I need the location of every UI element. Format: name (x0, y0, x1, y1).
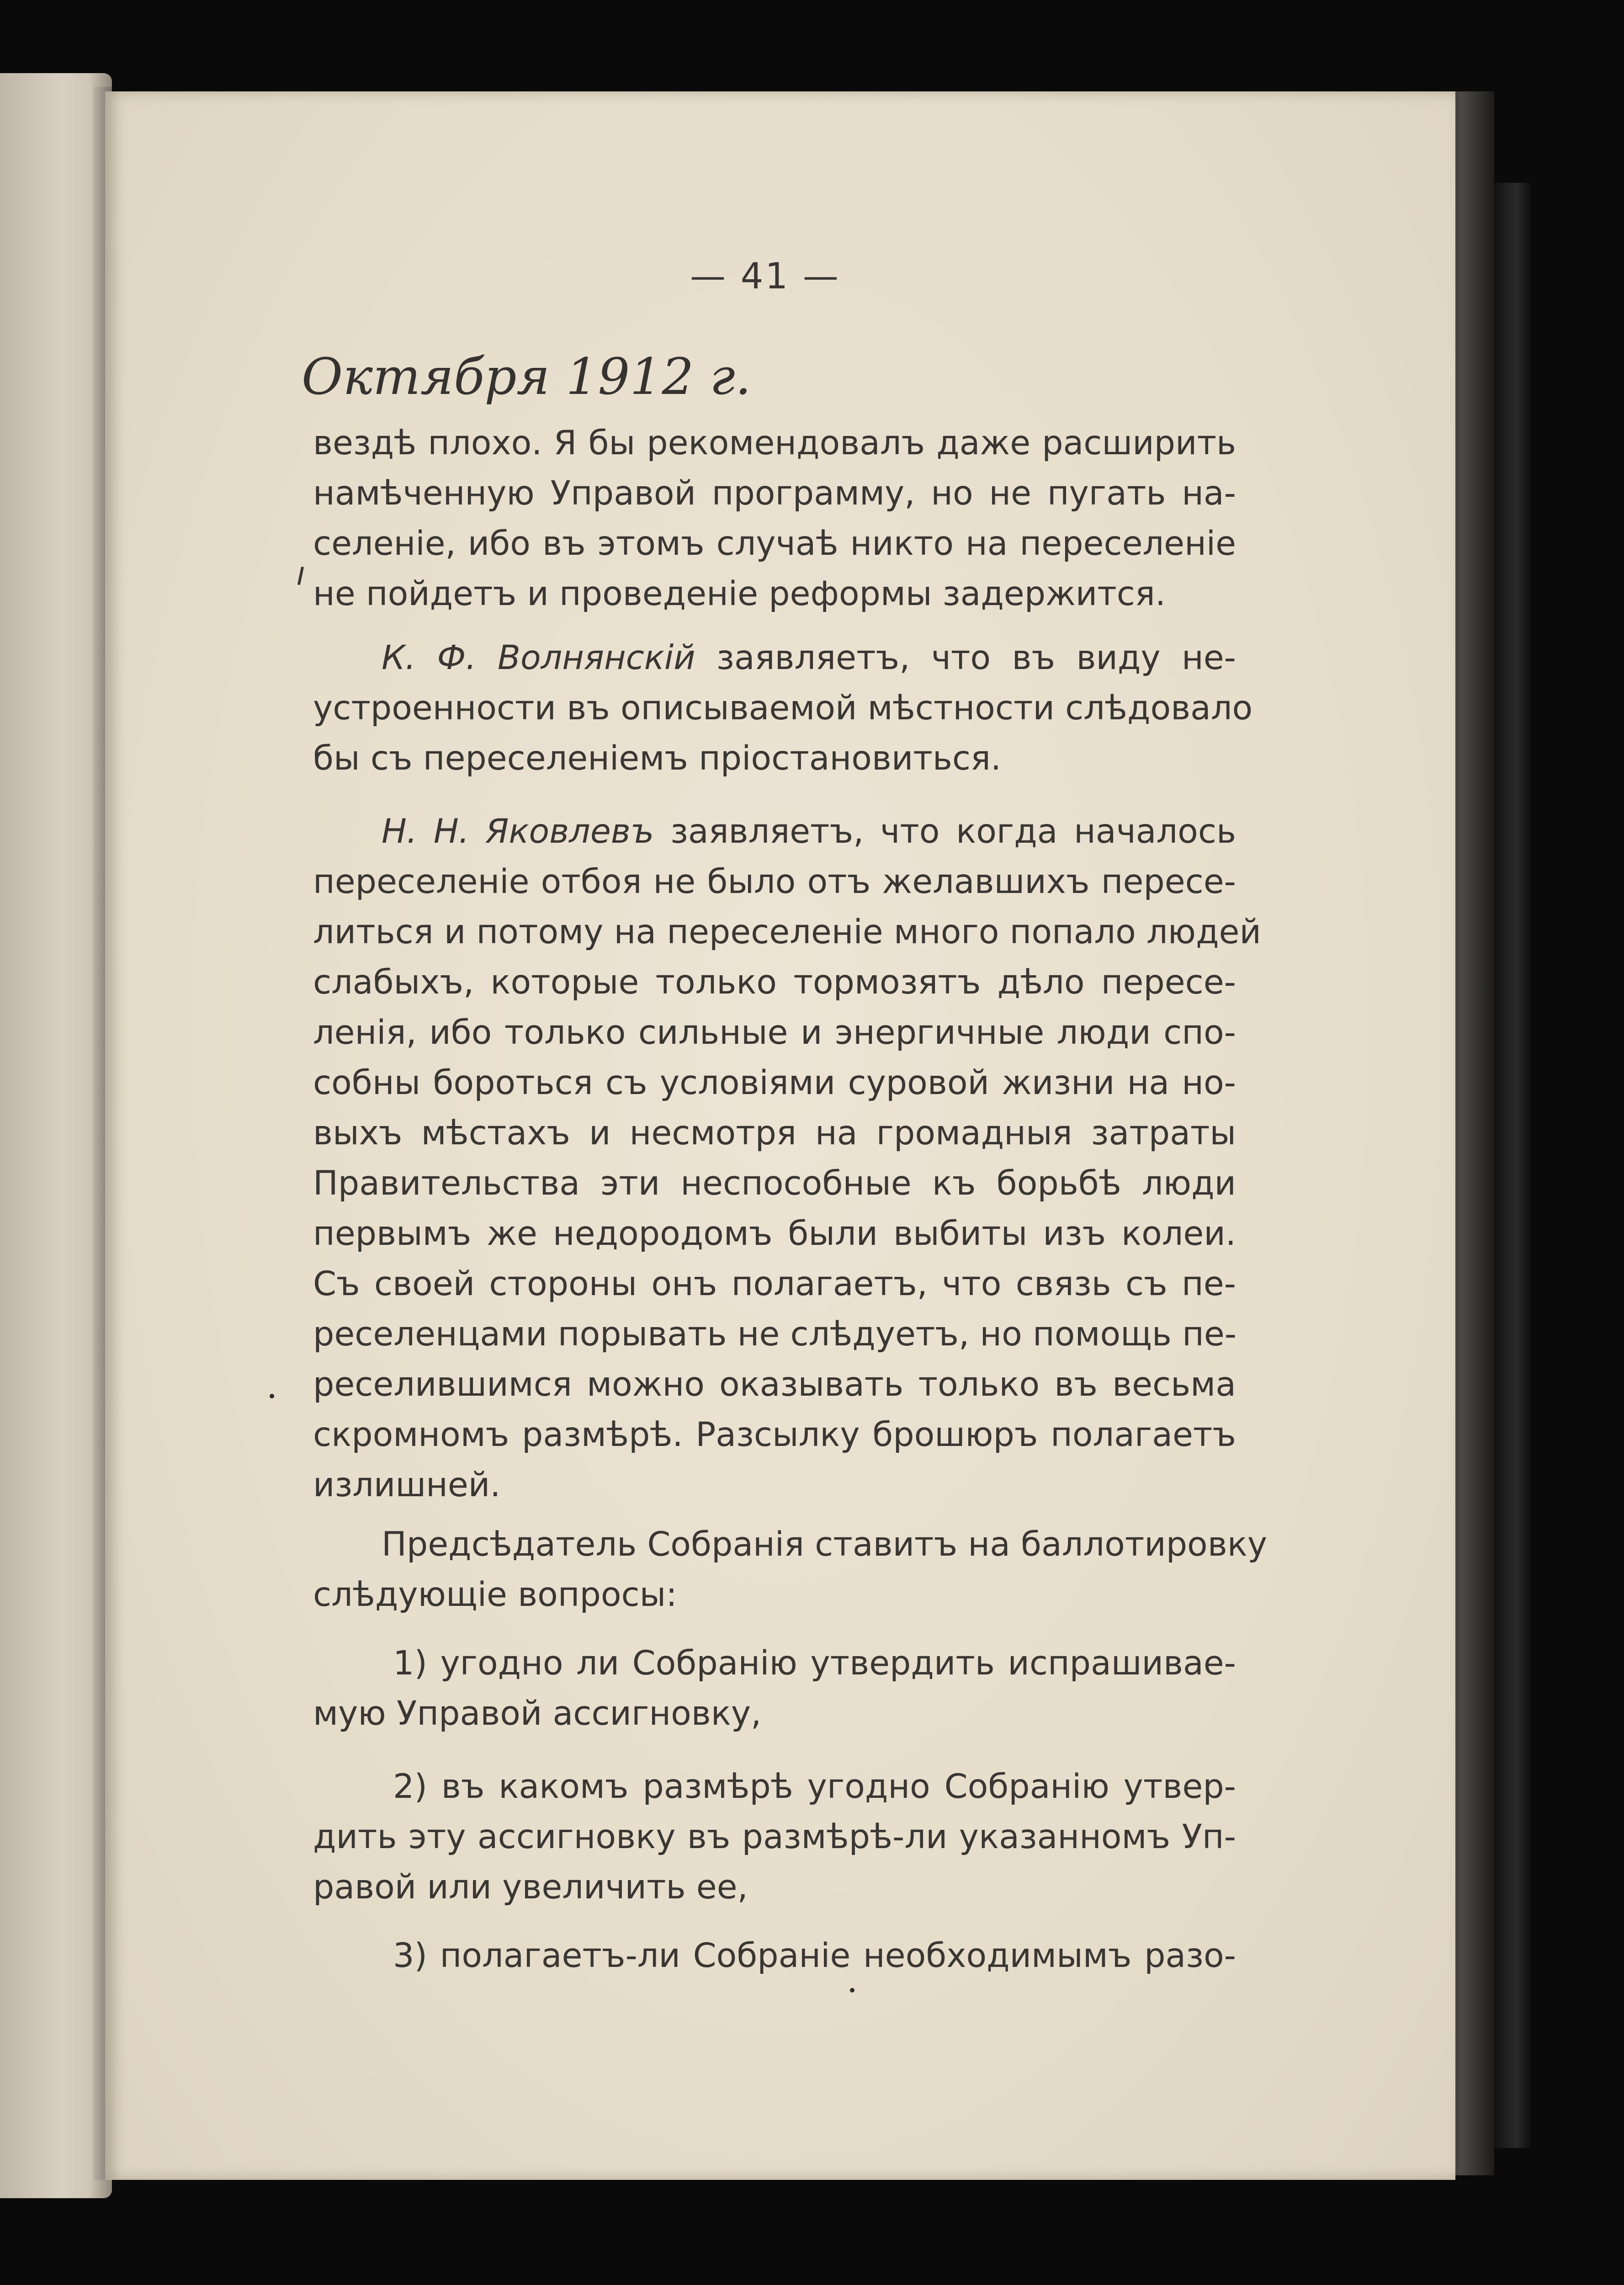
para3-line: реселившимся можно оказывать только въ весьма (313, 1365, 1236, 1404)
para3-line: Правительства эти неспособные къ борьбѣ люди (313, 1164, 1236, 1203)
para3-line: ленія, ибо только сильные и энергичные люди спо- (313, 1013, 1236, 1052)
para3-line: литься и потому на переселеніе много попало людей (313, 913, 1261, 951)
para1-line: селеніе, ибо въ этомъ случаѣ никто на переселеніе (313, 524, 1236, 563)
para3-first-text: заявляетъ, что когда началось (654, 812, 1236, 851)
para2-first-text: заявляетъ, что въ виду не- (695, 638, 1236, 677)
para3-line: первымъ же недородомъ были выбиты изъ колеи. (313, 1214, 1236, 1253)
para3-line: Съ своей стороны онъ полагаетъ, что связь съ пе- (313, 1265, 1236, 1303)
item3-line: 3) полагаетъ-ли Собраніе необходимымъ разо- (393, 1936, 1236, 1975)
page-number: — 41 — (690, 256, 840, 297)
para1-line: вездѣ плохо. Я бы рекомендовалъ даже расширить (313, 424, 1236, 462)
running-head: Октября 1912 г. (302, 347, 751, 406)
para3-line: переселеніе отбоя не было отъ желавшихъ пересе- (313, 862, 1236, 901)
para2-line: устроенности въ описываемой мѣстности слѣдовало (313, 689, 1253, 728)
speaker-name: К. Ф. Волнянскій (382, 638, 695, 677)
para3-line: слабыхъ, которые только тормозятъ дѣло пересе- (313, 963, 1236, 1002)
item2-line: равой или увеличить ее, (313, 1868, 748, 1907)
margin-dot (270, 1394, 274, 1398)
para2-line: бы съ переселеніемъ пріостановиться. (313, 739, 1002, 778)
para1-line: намѣченную Управой программу, но не пугать на- (313, 474, 1236, 513)
margin-dot-bottom (850, 1988, 854, 1993)
speaker-name: Н. Н. Яковлевъ (382, 812, 654, 851)
para3-first-line (382, 809, 1236, 855)
para3-line: собны бороться съ условіями суровой жизни на но- (313, 1063, 1236, 1102)
para3-line: выхъ мѣстахъ и несмотря на громадныя затраты (313, 1114, 1236, 1153)
para3-line: реселенцами порывать не слѣдуетъ, но помощь пе- (313, 1315, 1237, 1354)
para4-line: Предсѣдатель Собранія ставитъ на баллотировку (382, 1525, 1268, 1564)
item2-line: 2) въ какомъ размѣрѣ угодно Собранію утвер- (393, 1767, 1236, 1806)
para4-line: слѣдующіе вопросы: (313, 1575, 677, 1614)
para1-line: не пойдетъ и проведеніе реформы задержится. (313, 574, 1166, 613)
para3-line: скромномъ размѣрѣ. Разсылку брошюръ полагаетъ (313, 1415, 1236, 1454)
book-cover-edge (1494, 183, 1531, 2148)
item2-line: дить эту ассигновку въ размѣрѣ-ли указанномъ Уп- (313, 1817, 1236, 1856)
item1-line: 1) угодно ли Собранію утвердить испрашивае- (393, 1644, 1236, 1683)
para2-first-line (382, 635, 1236, 681)
item1-line: мую Управой ассигновку, (313, 1694, 762, 1733)
para3-line: излишней. (313, 1466, 501, 1504)
